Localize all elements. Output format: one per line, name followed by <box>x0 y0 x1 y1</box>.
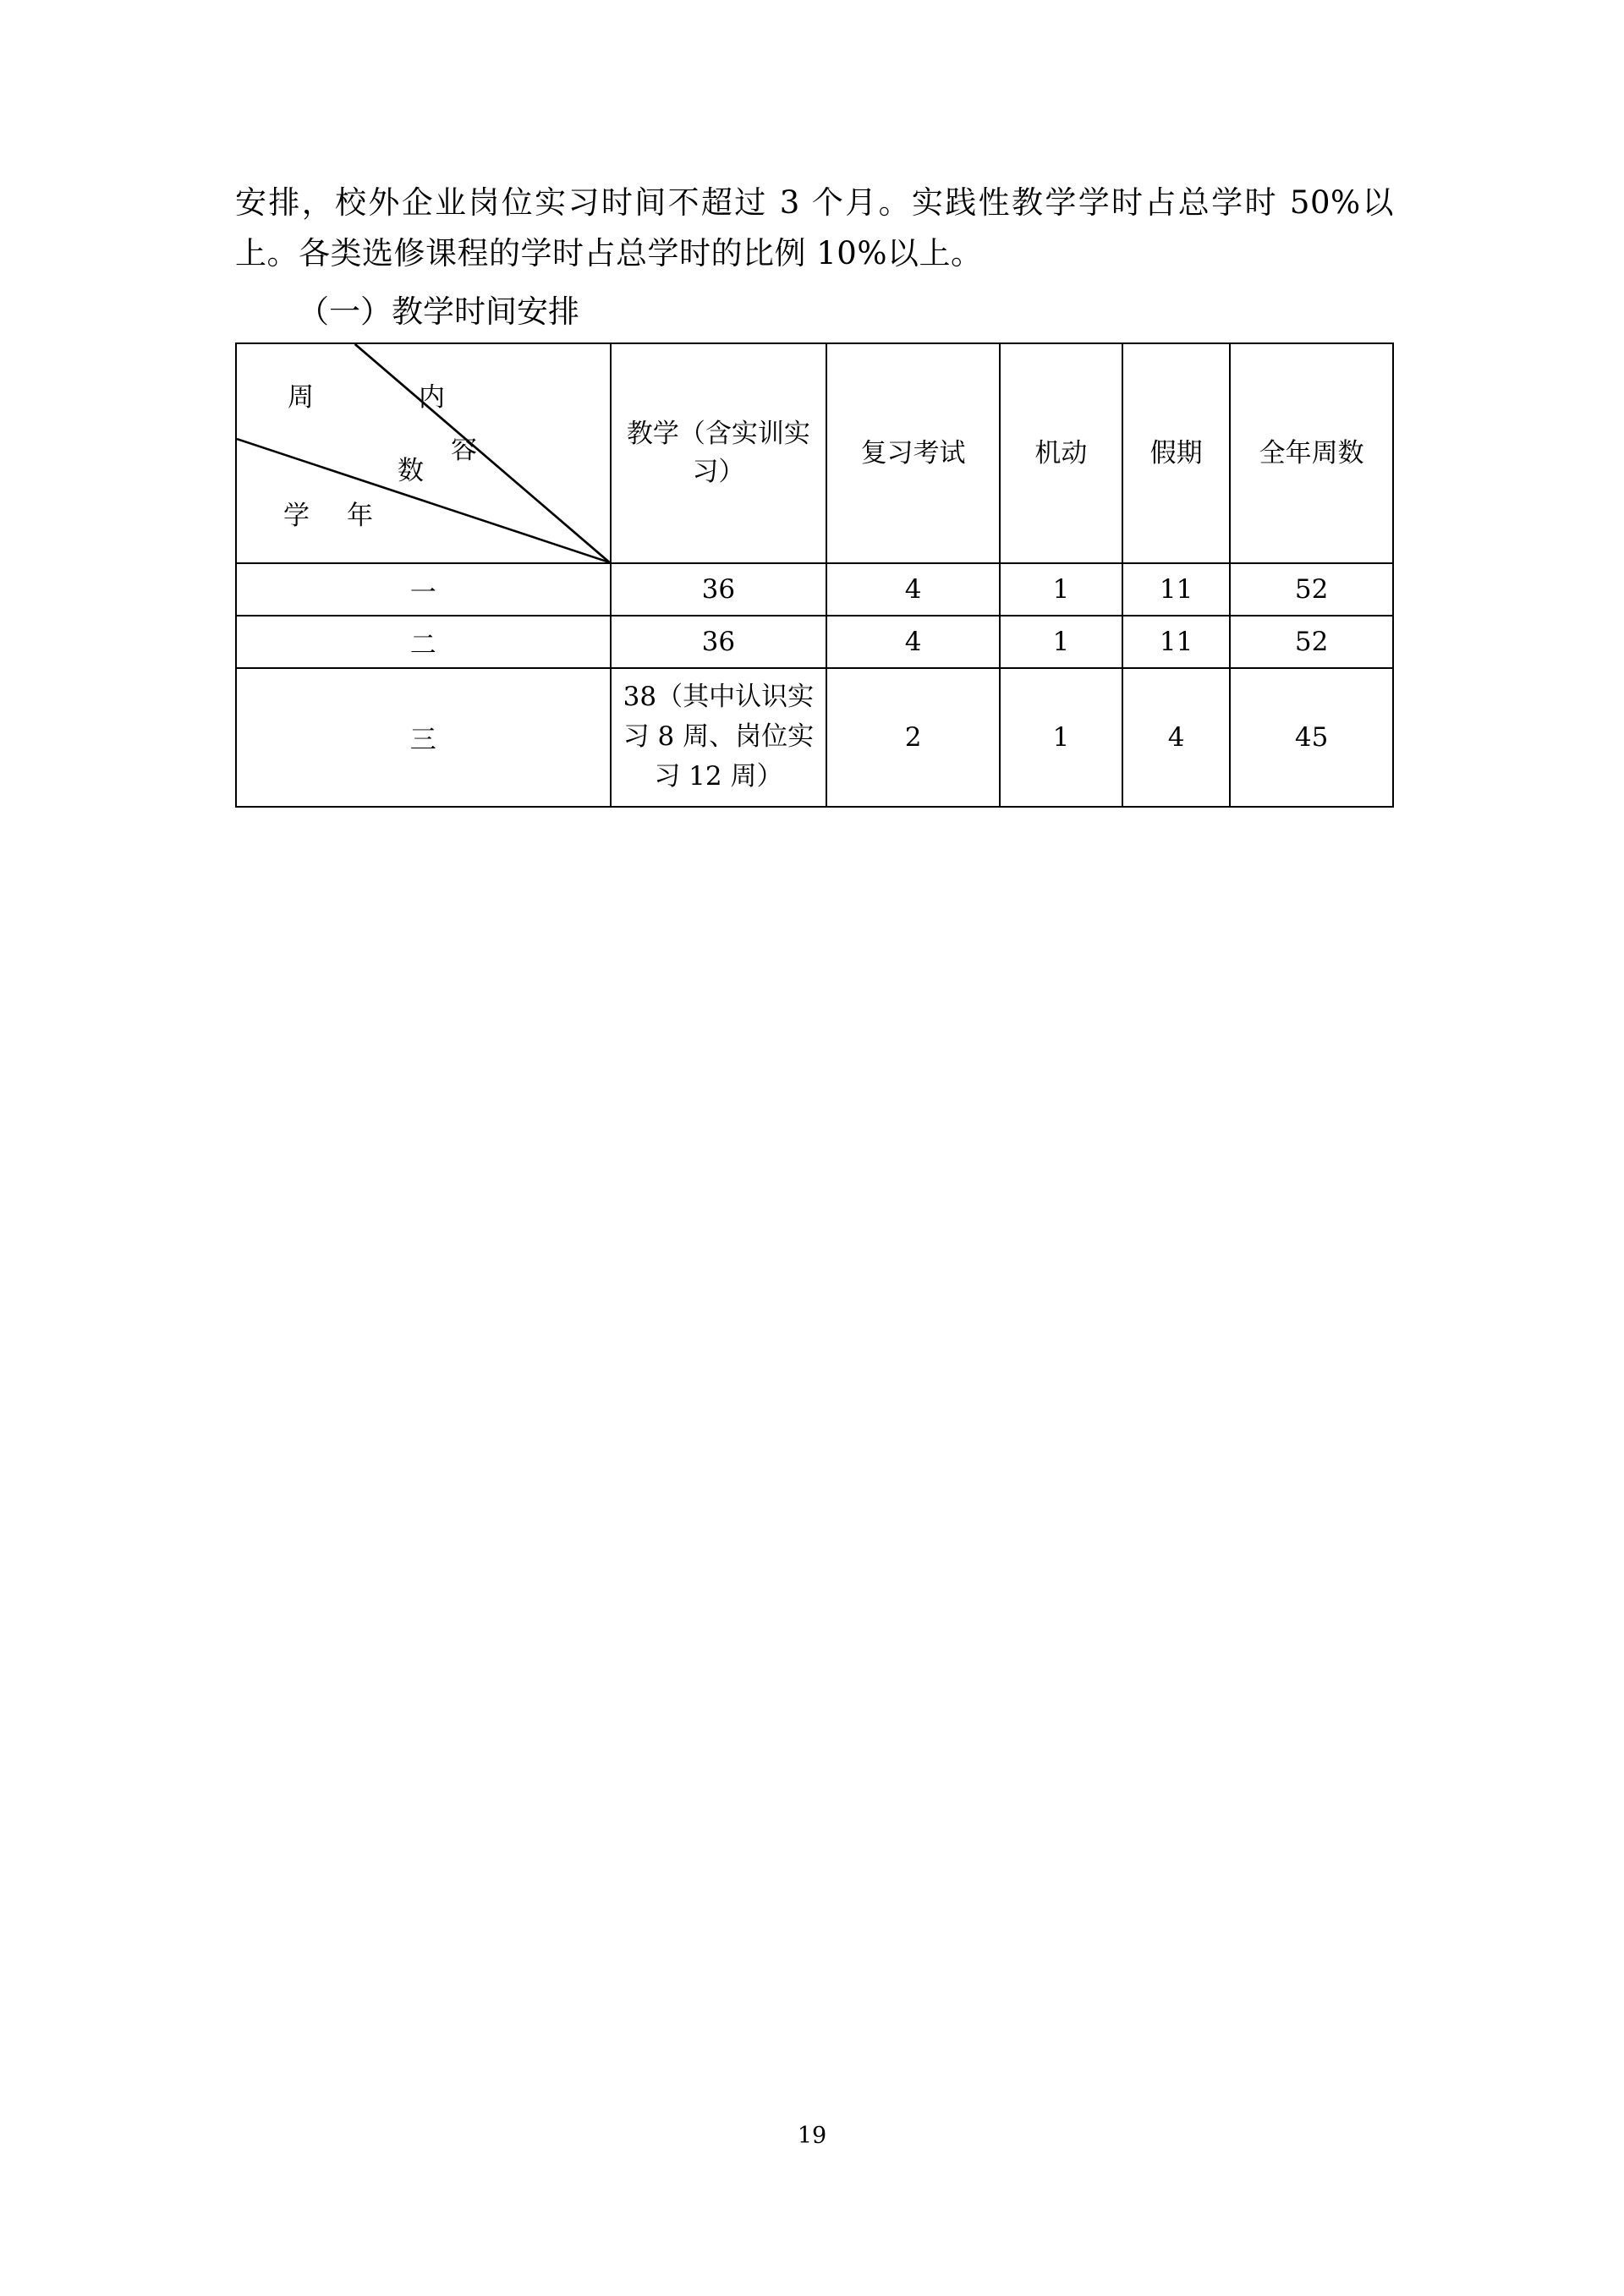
cell-year: 一 <box>236 563 611 616</box>
cell-flexible: 1 <box>1000 668 1122 806</box>
teaching-schedule-table <box>235 342 1394 807</box>
section-title: （一）教学时间安排 <box>298 293 579 330</box>
cell-teaching: 36 <box>611 616 827 668</box>
cell-review-exam: 2 <box>826 668 1000 806</box>
corner-label-nian: 年 <box>347 501 373 532</box>
body-paragraph: 安排，校外企业岗位实习时间不超过 3 个月。实践性教学学时占总学时 50%以上。各类选修课程的学时占总学时的比例 10%以上。 <box>235 184 1394 271</box>
table-header-row <box>236 343 1393 563</box>
cell-vacation: 11 <box>1122 563 1230 616</box>
table-corner-header <box>236 343 611 563</box>
column-header-teaching: 教学（含实训实习） <box>611 343 827 563</box>
cell-flexible: 1 <box>1000 563 1122 616</box>
page-content <box>235 178 1394 808</box>
cell-review-exam: 4 <box>826 616 1000 668</box>
cell-total-weeks: 45 <box>1230 668 1393 806</box>
column-header-review-exam: 复习考试 <box>826 343 1000 563</box>
page-number: 19 <box>797 2123 827 2149</box>
cell-year: 二 <box>236 616 611 668</box>
cell-teaching: 38（其中认识实习 8 周、岗位实习 12 周） <box>611 668 827 806</box>
column-header-vacation: 假期 <box>1122 343 1230 563</box>
corner-label-xue: 学 <box>283 501 310 532</box>
corner-label-nei: 内 <box>419 382 445 414</box>
cell-vacation: 4 <box>1122 668 1230 806</box>
cell-total-weeks: 52 <box>1230 563 1393 616</box>
table-row <box>236 563 1393 616</box>
cell-total-weeks: 52 <box>1230 616 1393 668</box>
corner-label-zhou: 周 <box>288 382 314 414</box>
cell-vacation: 11 <box>1122 616 1230 668</box>
table-row <box>236 668 1393 806</box>
table-row <box>236 616 1393 668</box>
corner-label-rong: 容 <box>451 435 477 466</box>
cell-teaching: 36 <box>611 563 827 616</box>
column-header-flexible: 机动 <box>1000 343 1122 563</box>
cell-review-exam: 4 <box>826 563 1000 616</box>
cell-year: 三 <box>236 668 611 806</box>
corner-label-shu: 数 <box>398 456 424 487</box>
cell-flexible: 1 <box>1000 616 1122 668</box>
column-header-total-weeks: 全年周数 <box>1230 343 1393 563</box>
